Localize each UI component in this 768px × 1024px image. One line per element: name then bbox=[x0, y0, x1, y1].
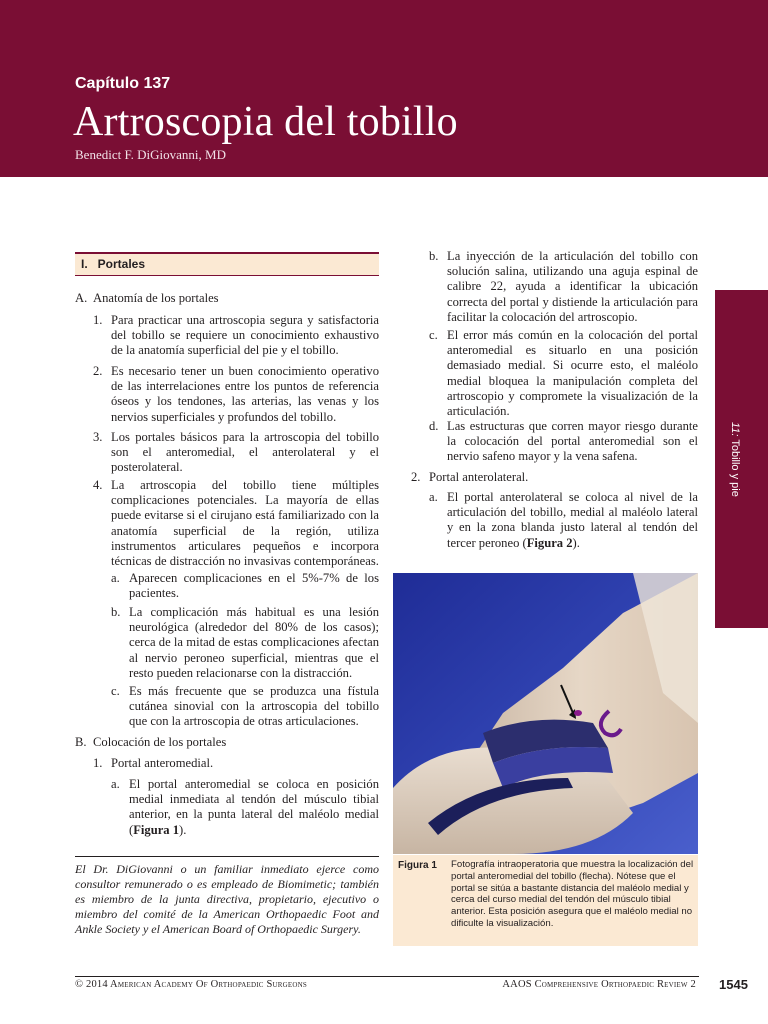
list-text: La complicación más habitual es una lesión neurológica (alrededor del 80% de los casos); cerca de la mitad de estas complicaciones afectan al nervio peroneo superficial, mientras que el resto pueden relacionarse con la distracción. bbox=[129, 605, 379, 680]
figure-reference-link[interactable]: Figura 2 bbox=[526, 535, 573, 550]
section-heading: I. Portales bbox=[81, 257, 146, 271]
list-text: Portal anteromedial. bbox=[111, 756, 214, 770]
list-marker: a. bbox=[111, 777, 120, 791]
list-item bbox=[111, 684, 379, 730]
page-number: 1545 bbox=[719, 977, 748, 992]
text-run: El portal anterolateral se coloca al nivel de la articulación del tobillo, medial al maléolo lateral y en la zona blanda justo lateral al tendón del tercer peroneo ( bbox=[447, 490, 698, 550]
author-disclosure: El Dr. DiGiovanni o un familiar inmediato ejerce como consultor remunerado o es empleado de Biomimetic; también es miembro de la junta directiva, propietario, ejecutivo o miembro del comité de la American Orthopaedic Foot and Ankle Society y el American Board of Orthopaedic Surgery. bbox=[75, 856, 379, 937]
list-item bbox=[111, 571, 379, 601]
list-text: Los portales básicos para la artroscopia del tobillo son el anteromedial, el anterolateral y el posterolateral. bbox=[111, 430, 379, 475]
chapter-title: Artroscopia del tobillo bbox=[73, 99, 458, 145]
list-marker: c. bbox=[429, 328, 438, 342]
list-text: La artroscopia del tobillo tiene múltiples complicaciones potenciales. La mayoría de ellas puede evitarse si el cirujano está familiarizado con la anatomía superficial de la región, utiliza instrumentos articulares pequeños e incorpora técnicas de distracción no invasivas contemporáneas. bbox=[111, 478, 379, 569]
list-marker: B. bbox=[75, 735, 87, 749]
list-item bbox=[429, 249, 698, 325]
figure-1-photo bbox=[393, 573, 698, 854]
list-text: Es más frecuente que se produzca una fístula cutánea sinovial con la artroscopia del tobillo que con la artroscopia de otras articulaciones. bbox=[129, 684, 379, 729]
list-item bbox=[429, 419, 698, 465]
footer-copyright: © 2014 American Academy Of Orthopaedic Surgeons bbox=[75, 979, 307, 990]
list-text: Aparecen complicaciones en el 5%-7% de los pacientes. bbox=[129, 571, 379, 601]
list-item bbox=[111, 777, 379, 838]
text-run: ). bbox=[572, 535, 580, 550]
list-text bbox=[111, 777, 379, 838]
list-marker: 4. bbox=[93, 478, 103, 492]
list-marker: a. bbox=[429, 490, 438, 504]
footer-rule bbox=[75, 976, 699, 977]
ankle-photo-illustration bbox=[393, 573, 698, 854]
figure-reference-link[interactable]: Figura 1 bbox=[133, 822, 180, 837]
footer-journal: AAOS Comprehensive Orthopaedic Review 2 bbox=[502, 979, 696, 990]
list-item bbox=[111, 605, 379, 681]
list-text: Para practicar una artroscopia segura y satisfactoria del tobillo se requiere un conocimiento exhaustivo de la anatomía superficial del pie y el tobillo. bbox=[111, 313, 379, 358]
list-marker: 3. bbox=[93, 430, 103, 444]
chapter-number: Capítulo 137 bbox=[75, 75, 171, 92]
section-side-tab[interactable] bbox=[715, 290, 768, 628]
right-column bbox=[411, 249, 698, 569]
side-tab-label bbox=[729, 422, 741, 497]
author-name: Benedict F. DiGiovanni, MD bbox=[75, 147, 226, 162]
list-item bbox=[93, 364, 379, 425]
list-marker: a. bbox=[111, 571, 120, 585]
list-text bbox=[429, 490, 698, 551]
list-marker: b. bbox=[429, 249, 439, 263]
list-marker: 1. bbox=[93, 756, 103, 770]
text-run: El portal anteromedial se coloca en posición medial inmediata al tendón del músculo tibial anterior, en la punta lateral del maléolo medial ( bbox=[129, 777, 379, 837]
list-item bbox=[93, 313, 379, 359]
list-item bbox=[429, 328, 698, 419]
side-tab-number: 11: bbox=[729, 422, 741, 437]
list-item bbox=[93, 430, 379, 476]
list-item bbox=[93, 756, 379, 771]
figure-1-caption-box bbox=[393, 855, 698, 946]
list-marker: d. bbox=[429, 419, 439, 433]
list-text: El error más común en la colocación del portal anteromedial es situarlo en una posición demasiado medial. Si ocurre esto, el maléolo medial bloquea la manipulación completa del artroscopio y compromete la visualización de la articulación. bbox=[447, 328, 698, 419]
chapter-header-band bbox=[0, 0, 768, 177]
list-marker: A. bbox=[75, 291, 88, 305]
list-item bbox=[93, 478, 379, 569]
list-text: La inyección de la articulación del tobillo con solución salina, utilizando una aguja espinal de calibre 22, ayuda a identificar la ubicación correcta del portal y distiende la articulación para facilitar la colocación del artroscopio. bbox=[447, 249, 698, 324]
list-marker: b. bbox=[111, 605, 121, 619]
list-item bbox=[429, 490, 698, 551]
portal-mark bbox=[574, 710, 582, 716]
list-marker: 2. bbox=[411, 470, 421, 484]
list-text: Es necesario tener un buen conocimiento operativo de las interrelaciones entre los puntos de referencia óseos y los tendones, las arterias, las venas y los nervios superficiales y profundos del tobillo. bbox=[111, 364, 379, 424]
list-marker: 2. bbox=[93, 364, 103, 378]
list-text: Anatomía de los portales bbox=[93, 291, 219, 305]
list-text: Portal anterolateral. bbox=[429, 470, 529, 484]
list-text: Las estructuras que corren mayor riesgo durante la colocación del portal anteromedial son el nervio safeno mayor y la vena safena. bbox=[447, 419, 698, 464]
list-text: Colocación de los portales bbox=[93, 735, 227, 749]
left-column bbox=[75, 291, 379, 851]
list-item bbox=[75, 735, 379, 750]
figure-caption: Fotografía intraoperatoria que muestra la localización del portal anteromedial del tobillo (flecha). Nótese que el portal se sitúa a bastante distancia del maléolo medial y cerca del curso medial del tendón del músculo tibial anterior. Esta posición asegura que el maléolo medial no dificulte la visualización. bbox=[451, 859, 694, 929]
figure-label: Figura 1 bbox=[398, 860, 437, 871]
side-tab-text: Tobillo y pie bbox=[729, 436, 741, 497]
list-marker: 1. bbox=[93, 313, 103, 327]
list-item bbox=[75, 291, 379, 306]
list-item bbox=[411, 470, 698, 485]
list-marker: c. bbox=[111, 684, 120, 698]
section-heading-box bbox=[75, 252, 379, 276]
text-run: ). bbox=[179, 822, 187, 837]
